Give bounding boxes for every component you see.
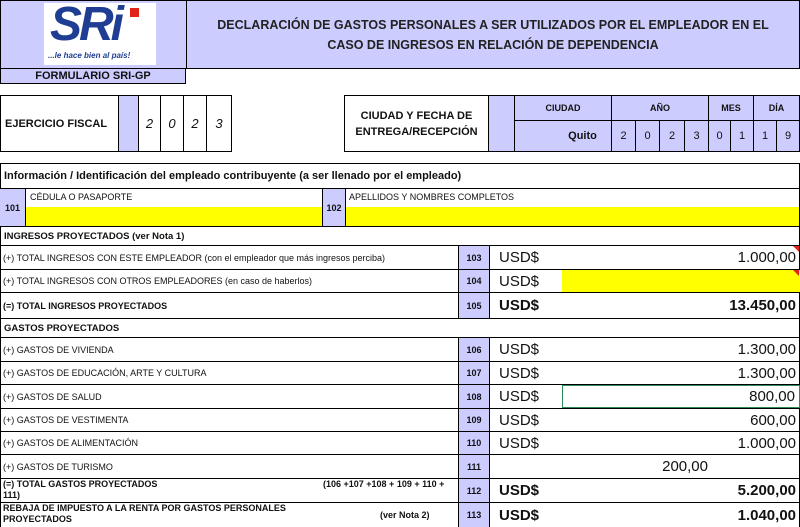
income-row-amount[interactable] [562,270,800,292]
income-row-code: 103 [458,246,490,269]
expense-total-currency: USD$ [499,482,540,499]
comment-marker-icon [793,270,799,276]
title-underline [186,68,800,69]
name-code: 102 [322,189,346,226]
sri-logo-tagline: ...le hace bien al país! [48,51,131,60]
expense-row-currency: USD$ [499,364,540,382]
expense-row-currency: USD$ [499,411,540,429]
expense-row-code: 110 [458,432,490,454]
delivery-month-digit: 1 [730,120,753,152]
fiscal-year-spacer [118,95,138,152]
delivery-month-digit: 0 [708,120,730,152]
expense-row-amount[interactable]: 200,00 [662,458,708,475]
city-label: CIUDAD [514,95,611,120]
expense-row-label: (+) GASTOS DE VESTIMENTA [3,415,129,425]
income-row-amount[interactable]: 1.000,00 [737,249,796,266]
expense-row-currency: USD$ [499,341,540,358]
delivery-spacer [488,95,514,152]
rebate-code: 113 [458,503,490,527]
expense-row-label: (+) GASTOS DE ALIMENTACIÓN [3,438,138,448]
delivery-year-digit: 3 [684,120,708,152]
delivery-label: CIUDAD Y FECHA DE ENTREGA/RECEPCIÓN [344,95,488,152]
expense-total-code: 112 [458,479,490,502]
income-total-label: (=) TOTAL INGRESOS PROYECTADOS [3,300,168,311]
expense-row-code: 107 [458,362,490,384]
expense-row-code: 111 [458,455,490,478]
id-code: 101 [0,189,26,226]
fiscal-year-digit: 2 [138,95,161,152]
rebate-note: (ver Nota 2) [380,510,430,520]
income-row-code: 104 [458,270,490,292]
form-title: DECLARACIÓN DE GASTOS PERSONALES A SER UTILIZADOS POR EL EMPLEADOR EN EL CASO DE INGRESOS EN RELACIÓN DE DEPENDENCIA [186,0,800,68]
expense-total-label: (=) TOTAL GASTOS PROYECTADOS [3,479,158,489]
expense-row-label: (+) GASTOS DE EDUCACIÓN, ARTE Y CULTURA [3,368,207,378]
expenses-title: GASTOS PROYECTADOS [4,323,120,334]
expense-row-label: (+) GASTOS DE TURISMO [3,461,113,472]
expense-row-label: (+) GASTOS DE SALUD [3,391,102,402]
fiscal-year-digit: 2 [184,95,207,152]
delivery-day-digit: 1 [753,120,776,152]
expense-row-amount[interactable]: 1.300,00 [737,341,796,358]
name-input[interactable] [346,207,799,226]
delivery-city: Quito [514,120,611,152]
income-row-label: (+) TOTAL INGRESOS CON ESTE EMPLEADOR (con el empleador que más ingresos perciba) [3,252,386,263]
delivery-year-digit: 2 [659,120,684,152]
fiscal-year-digit: 3 [207,95,232,152]
divider [0,318,800,319]
delivery-year-digit: 2 [611,120,635,152]
id-label: CÉDULA O PASAPORTE [30,192,133,202]
rebate-currency: USD$ [499,506,540,524]
expense-row-amount[interactable]: 600,00 [750,411,796,429]
income-total-amount: 13.450,00 [729,297,796,314]
rebate-amount: 1.040,00 [737,506,796,524]
expense-row-code: 108 [458,385,490,408]
day-label: DÍA [753,95,800,120]
expense-row-amount[interactable]: 1.000,00 [737,434,796,452]
income-total-code: 105 [458,293,490,318]
sri-logo [44,0,156,65]
delivery-day-digit: 9 [776,120,800,152]
expense-row-code: 106 [458,338,490,361]
year-label: AÑO [611,95,708,120]
expense-total-amount: 5.200,00 [737,482,796,499]
income-title: INGRESOS PROYECTADOS (ver Nota 1) [4,230,185,242]
month-label: MES [708,95,753,120]
comment-marker-icon [793,246,799,252]
income-row-currency: USD$ [499,249,540,266]
divider [0,188,800,189]
expense-row-amount-selected[interactable]: 800,00 [562,385,800,408]
expense-row-currency [490,455,570,478]
expense-row-label: (+) GASTOS DE VIVIENDA [3,344,114,355]
expense-row-currency: USD$ [499,388,540,405]
fiscal-year-digit: 0 [161,95,184,152]
id-input[interactable] [26,207,322,226]
expense-row-code: 109 [458,409,490,431]
expense-total-formula: (106 +107 +108 + 109 + 110 + 111) [3,479,445,500]
income-row-currency: USD$ [499,272,540,290]
sri-logo-mark: SRi [50,0,122,51]
name-label: APELLIDOS Y NOMBRES COMPLETOS [349,192,515,202]
expense-row-amount[interactable]: 1.300,00 [737,364,796,382]
expense-row-currency: USD$ [499,434,540,452]
income-total-currency: USD$ [499,297,540,314]
fiscal-year-label: EJERCICIO FISCAL [0,95,118,152]
delivery-year-digit: 0 [635,120,659,152]
form-code: FORMULARIO SRI-GP [0,68,186,84]
sri-logo-dot [130,8,139,17]
income-row-label: (+) TOTAL INGRESOS CON OTROS EMPLEADORES (en caso de haberlos) [3,276,313,286]
identification-title: Información / Identificación del empleado contribuyente (a ser llenado por el empleado) [4,170,462,182]
rebate-label: REBAJA DE IMPUESTO A LA RENTA POR GASTOS PERSONALES PROYECTADOS [3,503,286,524]
